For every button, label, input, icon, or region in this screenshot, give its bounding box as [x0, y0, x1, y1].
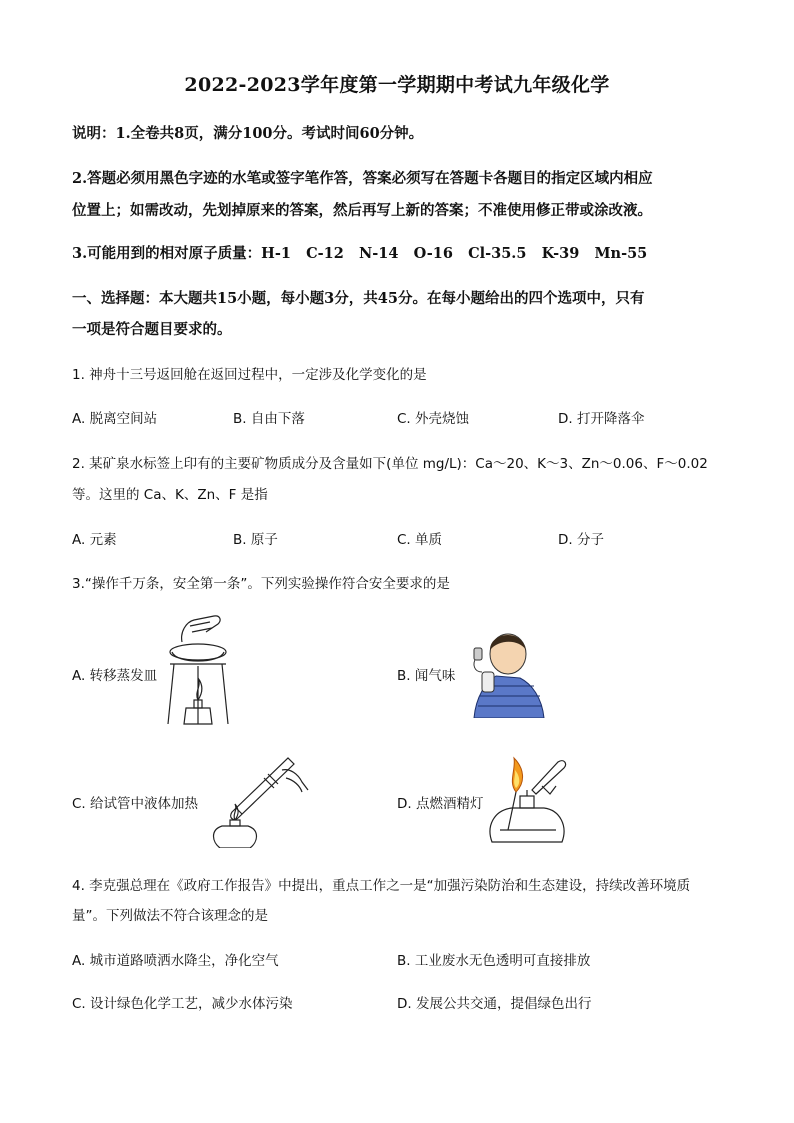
question-2-stem-line-1: 2. 某矿泉水标签上印有的主要矿物质成分及含量如下(单位 mg/L)：Ca～20、K～3、Zn～0.06、F～0.02 — [72, 456, 708, 472]
q1-option-d: D. 打开降落伞 — [558, 411, 645, 427]
section-heading-line-2: 一项是符合题目要求的。 — [72, 321, 232, 338]
note-3-atomic-masses: 3.可能用到的相对原子质量：H-1 C-12 N-14 O-16 Cl-35.5 K-39 Mn-55 — [72, 245, 648, 262]
q3-option-a: A. 转移蒸发皿 — [72, 668, 158, 684]
alcohol-lamp-lighting-illustration — [486, 756, 568, 844]
q3-option-c: C. 给试管中液体加热 — [72, 796, 199, 812]
q3-option-b: B. 闻气味 — [397, 668, 456, 684]
q2-option-a: A. 元素 — [72, 532, 117, 548]
question-2-stem-line-2: 等。这里的 Ca、K、Zn、F 是指 — [72, 487, 268, 503]
q4-option-c: C. 设计绿色化学工艺，减少水体污染 — [72, 996, 293, 1012]
q4-option-d: D. 发展公共交通，提倡绿色出行 — [397, 996, 592, 1012]
q4-option-a: A. 城市道路喷洒水降尘，净化空气 — [72, 953, 279, 969]
question-3-stem: 3.“操作千万条，安全第一条”。下列实验操作符合安全要求的是 — [72, 576, 450, 592]
note-2-line-1: 2.答题必须用黑色字迹的水笔或签字笔作答，答案必须写在答题卡各题目的指定区域内相应 — [72, 170, 653, 187]
page-title: 2022-2023学年度第一学期期中考试九年级化学 — [184, 74, 610, 96]
q1-option-b: B. 自由下落 — [233, 411, 305, 427]
section-heading-line-1: 一、选择题：本大题共15小题，每小题3分，共45分。在每小题给出的四个选项中，只有 — [72, 290, 645, 307]
q2-option-d: D. 分子 — [558, 532, 604, 548]
q4-option-b: B. 工业废水无色透明可直接排放 — [397, 953, 591, 969]
q3-option-d: D. 点燃酒精灯 — [397, 796, 484, 812]
test-tube-heating-illustration — [202, 750, 310, 848]
q2-option-b: B. 原子 — [233, 532, 278, 548]
q1-option-a: A. 脱离空间站 — [72, 411, 158, 427]
question-1-stem: 1. 神舟十三号返回舱在返回过程中，一定涉及化学变化的是 — [72, 367, 427, 383]
question-4-stem-line-1: 4. 李克强总理在《政府工作报告》中提出，重点工作之一是“加强污染防治和生态建设，持续改善环境质 — [72, 878, 691, 894]
note-2-line-2: 位置上；如需改动，先划掉原来的答案，然后再写上新的答案；不准使用修正带或涂改液。 — [72, 202, 652, 219]
boy-smelling-gas-illustration — [466, 626, 546, 718]
note-1: 说明：1.全卷共8页，满分100分。考试时间60分钟。 — [72, 125, 424, 142]
evaporating-dish-tripod-illustration — [160, 612, 234, 730]
q2-option-c: C. 单质 — [397, 532, 443, 548]
q1-option-c: C. 外壳烧蚀 — [397, 411, 470, 427]
question-4-stem-line-2: 量”。下列做法不符合该理念的是 — [72, 908, 268, 924]
